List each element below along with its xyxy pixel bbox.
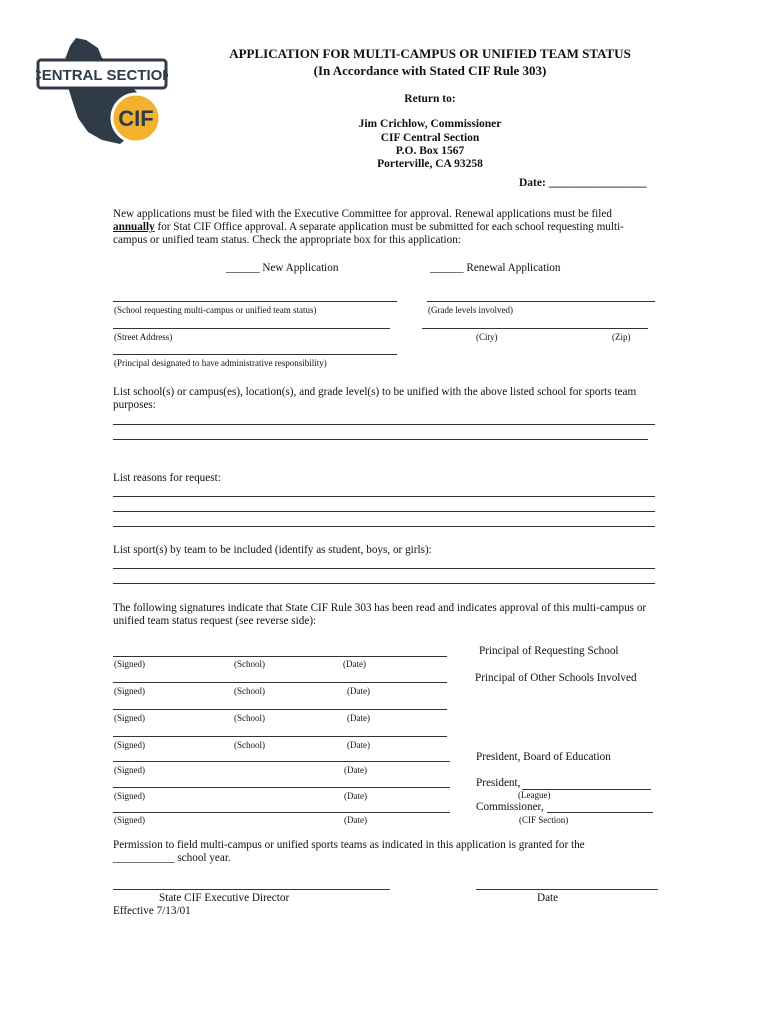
- date-field[interactable]: Date: _________________: [519, 177, 647, 189]
- signature-line-1[interactable]: [113, 656, 447, 657]
- logo-badge-text: CIF: [118, 106, 154, 131]
- annually-emphasis: annually: [113, 221, 155, 233]
- principal-label: (Principal designated to have administrative responsibility): [114, 358, 327, 368]
- date-sig-label: (Date): [343, 659, 366, 669]
- signature-line-4[interactable]: [113, 736, 447, 737]
- list-schools-answer-line-1[interactable]: [113, 424, 655, 425]
- signatures-intro-2: unified team status request (see reverse side):: [113, 615, 317, 627]
- permission-line-1: Permission to field multi-campus or unified sports teams as indicated in this application is granted for the: [113, 839, 585, 851]
- effective-date: Effective 7/13/01: [113, 905, 191, 917]
- signed-label: (Signed): [114, 686, 145, 696]
- sports-answer-line-2[interactable]: [113, 583, 655, 584]
- address-line-2: CIF Central Section: [380, 132, 480, 144]
- signature-line-5[interactable]: [113, 761, 450, 762]
- cif-section-input-line[interactable]: [547, 812, 653, 813]
- intro-line-2: [113, 221, 624, 233]
- intro-line-2-rest: for Stat CIF Office approval. A separate application must be submitted for each school requesting multi-: [154, 221, 624, 233]
- city-zip-input-line[interactable]: [422, 328, 648, 329]
- list-schools-line-1: List school(s) or campus(es), location(s), and grade level(s) to be unified with the above listed school for sports team: [113, 386, 637, 398]
- signature-line-3[interactable]: [113, 709, 447, 710]
- new-application-option[interactable]: ______ New Application: [226, 262, 339, 274]
- league-label: (League): [518, 790, 551, 800]
- school-sig-label: (School): [234, 713, 265, 723]
- principal-requesting-label: Principal of Requesting School: [479, 645, 619, 657]
- date-sig-label: (Date): [347, 686, 370, 696]
- intro-line-3: campus or unified team status. Check the appropriate box for this application:: [113, 234, 461, 246]
- date-sig-label: (Date): [347, 713, 370, 723]
- address-line-4: Porterville, CA 93258: [377, 158, 483, 170]
- central-section-cif-logo: [36, 34, 168, 150]
- school-label: (School requesting multi-campus or unified team status): [114, 305, 317, 315]
- sports-answer-line-1[interactable]: [113, 568, 655, 569]
- director-date-line[interactable]: [476, 889, 658, 890]
- city-label: (City): [476, 332, 498, 342]
- signatures-intro-1: The following signatures indicate that State CIF Rule 303 has been read and indicates approval of this multi-campus or: [113, 602, 647, 614]
- signed-label: (Signed): [114, 740, 145, 750]
- renewal-application-option[interactable]: ______ Renewal Application: [430, 262, 561, 274]
- president-league-label: President,: [476, 777, 521, 789]
- commissioner-label: Commissioner,: [476, 801, 544, 813]
- date-sig-label: (Date): [344, 791, 367, 801]
- school-sig-label: (School): [234, 686, 265, 696]
- principal-input-line[interactable]: [113, 354, 397, 355]
- director-label: State CIF Executive Director: [159, 892, 290, 904]
- signature-line-7[interactable]: [113, 812, 450, 813]
- cif-section-label: (CIF Section): [519, 815, 569, 825]
- date-sig-label: (Date): [344, 765, 367, 775]
- director-date-label: Date: [537, 892, 559, 904]
- logo-text: CENTRAL SECTION: [36, 67, 168, 84]
- list-schools-answer-line-2[interactable]: [113, 439, 648, 440]
- date-sig-label: (Date): [344, 815, 367, 825]
- school-sig-label: (School): [234, 659, 265, 669]
- grade-levels-input-line[interactable]: [427, 301, 655, 302]
- signed-label: (Signed): [114, 659, 145, 669]
- principal-other-label: Principal of Other Schools Involved: [475, 672, 637, 684]
- signature-line-2[interactable]: [113, 682, 447, 683]
- date-sig-label: (Date): [347, 740, 370, 750]
- signed-label: (Signed): [114, 815, 145, 825]
- reasons-answer-line-1[interactable]: [113, 496, 655, 497]
- intro-line-1: New applications must be filed with the Executive Committee for approval. Renewal applications must be filed: [113, 208, 612, 220]
- return-to: Return to:: [404, 93, 456, 105]
- list-sports-label: List sport(s) by team to be included (identify as student, boys, or girls):: [113, 544, 432, 556]
- signed-label: (Signed): [114, 713, 145, 723]
- school-input-line[interactable]: [113, 301, 397, 302]
- permission-line-2: ___________ school year.: [113, 852, 231, 864]
- signature-line-6[interactable]: [113, 787, 450, 788]
- zip-label: (Zip): [612, 332, 631, 342]
- grade-levels-label: (Grade levels involved): [428, 305, 513, 315]
- address-line-3: P.O. Box 1567: [395, 145, 465, 157]
- address-line-1: Jim Crichlow, Commissioner: [358, 118, 502, 130]
- form-title: APPLICATION FOR MULTI-CAMPUS OR UNIFIED TEAM STATUS: [229, 46, 631, 61]
- reasons-answer-line-2[interactable]: [113, 511, 655, 512]
- signed-label: (Signed): [114, 765, 145, 775]
- list-reasons-label: List reasons for request:: [113, 472, 221, 484]
- director-signature-line[interactable]: [113, 889, 390, 890]
- reasons-answer-line-3[interactable]: [113, 526, 655, 527]
- street-label: (Street Address): [114, 332, 173, 342]
- list-schools-line-2: purposes:: [113, 399, 156, 411]
- form-subtitle: (In Accordance with Stated CIF Rule 303): [313, 63, 547, 78]
- president-board-label: President, Board of Education: [476, 751, 611, 763]
- street-input-line[interactable]: [113, 328, 390, 329]
- signed-label: (Signed): [114, 791, 145, 801]
- school-sig-label: (School): [234, 740, 265, 750]
